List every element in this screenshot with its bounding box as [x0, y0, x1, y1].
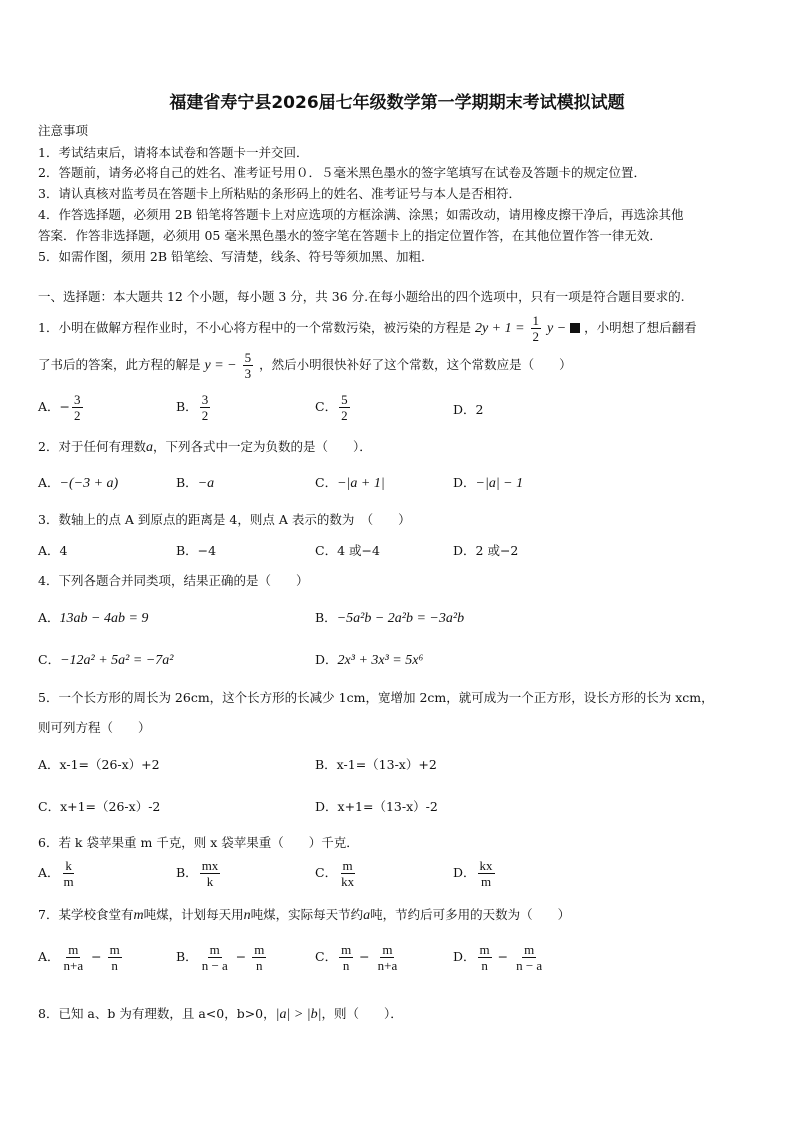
option-a[interactable]: A．−(−3 + a)	[38, 475, 119, 491]
notice-item: 答案．作答非选择题，必须用 05 毫米黑色墨水的签字笔在答题卡上的指定位置作答，在其他位置作答一律无效．	[38, 228, 662, 243]
option-c[interactable]: C．x+1=（26-x）-2	[38, 799, 161, 814]
option-c[interactable]: C．−12a² + 5a² = −7a²	[38, 652, 174, 668]
option-c[interactable]: C．4 或−4	[315, 543, 380, 558]
question-8: 8．已知 a、b 为有理数，且 a<0，b>0，|a| > |b|，则（ ）．	[38, 1006, 403, 1022]
question-1-line1: 1．小明在做解方程作业时，不小心将方程中的一个常数污染，被污染的方程是 2y + 1 = $\frac{1}{2}$ y − ，小明想了想后翻看	[38, 313, 697, 344]
option-d[interactable]: D．2x³ + 3x³ = 5x⁶	[315, 652, 424, 668]
notice-item: 1．考试结束后，请将本试卷和答题卡一并交回．	[38, 145, 309, 160]
option-a[interactable]: A． $\frac{k}{m}$	[38, 858, 74, 889]
option-a[interactable]: A．13ab − 4ab = 9	[38, 610, 149, 626]
option-b[interactable]: B．x-1=（13-x）+2	[315, 757, 437, 772]
option-a[interactable]: A．− $\frac{3}{2}$	[38, 392, 81, 423]
question-2: 2．对于任何有理数a，下列各式中一定为负数的是（ ）．	[38, 439, 372, 455]
option-d[interactable]: D． $\frac{kx}{m}$	[453, 858, 493, 889]
question-5: 5．一个长方形的周长为 26cm，这个长方形的长减少 1cm，宽增加 2cm，就可成为一个正方形，设长方形的长为 xcm，	[38, 690, 714, 705]
option-d[interactable]: D． $\frac{m}{n}$ − $\frac{m}{n - a}$	[453, 942, 543, 973]
option-b[interactable]: B．−5a²b − 2a²b = −3a²b	[315, 610, 465, 626]
option-c[interactable]: C． $\frac{m}{n}$ − $\frac{m}{n+a}$	[315, 942, 398, 973]
page-title: 福建省寿宁县2026届七年级数学第一学期期末考试模拟试题	[169, 93, 625, 113]
option-d[interactable]: D．2 或−2	[453, 543, 519, 558]
option-a[interactable]: A． $\frac{m}{n+a}$ − $\frac{m}{n}$	[38, 942, 120, 973]
notice-item: 3．请认真核对监考员在答题卡上所粘贴的条形码上的姓名、准考证号与本人是否相符．	[38, 186, 521, 201]
notice-heading: 注意事项	[38, 123, 89, 138]
option-d[interactable]: D．2	[453, 402, 484, 417]
section-heading: 一、选择题：本大题共 12 个小题，每小题 3 分，共 36 分.在每小题给出的四个选项中，只有一项是符合题目要求的.	[38, 289, 685, 304]
option-a[interactable]: A．x-1=（26-x）+2	[38, 757, 160, 772]
option-c[interactable]: C．−|a + 1|	[315, 475, 385, 491]
option-b[interactable]: B．−4	[176, 543, 217, 558]
question-6: 6．若 k 袋苹果重 m 千克，则 x 袋苹果重（ ）千克．	[38, 835, 359, 850]
ink-blot-icon	[570, 323, 580, 333]
option-b[interactable]: B． $\frac{3}{2}$	[176, 392, 209, 423]
option-c[interactable]: C． $\frac{5}{2}$	[315, 392, 348, 423]
notice-item: 2．答题前，请务必将自己的姓名、准考证号用０．５毫米黑色墨水的签字笔填写在试卷及答题卡的规定位置．	[38, 165, 646, 180]
option-b[interactable]: B． $\frac{mx}{k}$	[176, 858, 219, 889]
option-c[interactable]: C． $\frac{m}{kx}$	[315, 858, 355, 889]
option-d[interactable]: D．x+1=（13-x）-2	[315, 799, 438, 814]
notice-item: 5．如需作图，须用 2B 铅笔绘、写清楚，线条、符号等须加黑、加粗．	[38, 249, 434, 264]
option-a[interactable]: A．4	[38, 543, 68, 558]
question-4: 4．下列各题合并同类项，结果正确的是（ ）	[38, 573, 309, 588]
question-7: 7．某学校食堂有m吨煤，计划每天用n吨煤，实际每天节约a吨，节约后可多用的天数为（ ）	[38, 907, 571, 923]
notice-item: 4．作答选择题，必须用 2B 铅笔将答题卡上对应选项的方框涂满、涂黑；如需改动，请用橡皮擦干净后，再选涂其他	[38, 207, 684, 222]
question-1-line2: 了书后的答案，此方程的解是 y = − $\frac{5}{3}$ ，然后小明很快补好了这个常数，这个常数应是（ ）	[38, 350, 572, 381]
option-b[interactable]: B． $\frac{m}{n - a}$ − $\frac{m}{n}$	[176, 942, 265, 973]
option-b[interactable]: B．−a	[176, 475, 215, 491]
option-d[interactable]: D．−|a| − 1	[453, 475, 524, 491]
question-3: 3．数轴上的点 A 到原点的距离是 4，则点 A 表示的数为 （ ）	[38, 512, 411, 527]
question-5-line2: 则可列方程（ ）	[38, 720, 151, 735]
